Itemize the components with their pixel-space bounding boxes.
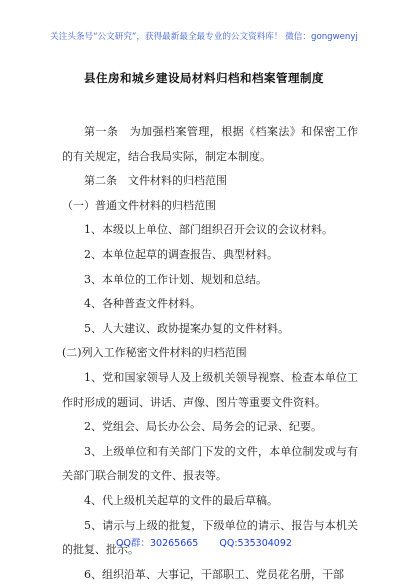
list-item: 2、党组会、局长办公会、局务会的记录、纪要。 — [84, 420, 322, 434]
list-item: 1、党和国家领导人及上级机关领导视察、检查本单位工作时形成的题词、讲话、声像、图片等重要文件资料。 — [62, 370, 358, 409]
header-notice: 关注头条号“公文研究”，获得最新最全最专业的公文资料库！ 微信：gongwenyj — [50, 32, 358, 42]
list-item: 1、本级以上单位、部门组织召开会议的会议材料。 — [84, 223, 333, 237]
article-2-heading: 第二条 文件材料的归档范围 — [84, 174, 227, 188]
list-item: 6、组织沿革、大事记，干部职工、党员花名册，干部 — [84, 567, 344, 581]
list-item: 3、上级单位和有关部门下发的文件，本单位制发或与有关部门联合制发的文件、报表等。 — [62, 444, 358, 483]
document-body — [62, 120, 358, 587]
list-item: 4、各种普查文件材料。 — [84, 297, 201, 311]
section-2-heading: (二)列入工作秘密文件材料的归档范围 — [62, 346, 247, 360]
list-item: 4、代上级机关起草的文件的最后草稿。 — [84, 493, 278, 507]
list-item: 5、请示与上级的批复，下级单位的请示、报告与本机关的批复、批示。 — [62, 518, 358, 557]
qq-group-text: QQ群：30265665 — [116, 538, 199, 549]
list-item: 5、人大建议、政协提案办复的文件材料。 — [84, 321, 289, 335]
article-1-paragraph: 第一条 为加强档案管理，根据《档案法》和保密工作的有关规定，结合我局实际，制定本制度。 — [62, 125, 358, 163]
qq-number-text: QQ:535304092 — [219, 538, 292, 549]
footer-contact — [0, 535, 408, 549]
list-item: 2、本单位起草的调查报告、典型材料。 — [84, 247, 278, 261]
document-title: 县住房和城乡建设局材料归档和档案管理制度 — [84, 71, 324, 85]
section-1-heading: （一）普通文件材料的归档范围 — [62, 198, 216, 212]
list-item: 3、本单位的工作计划、规划和总结。 — [84, 272, 267, 286]
